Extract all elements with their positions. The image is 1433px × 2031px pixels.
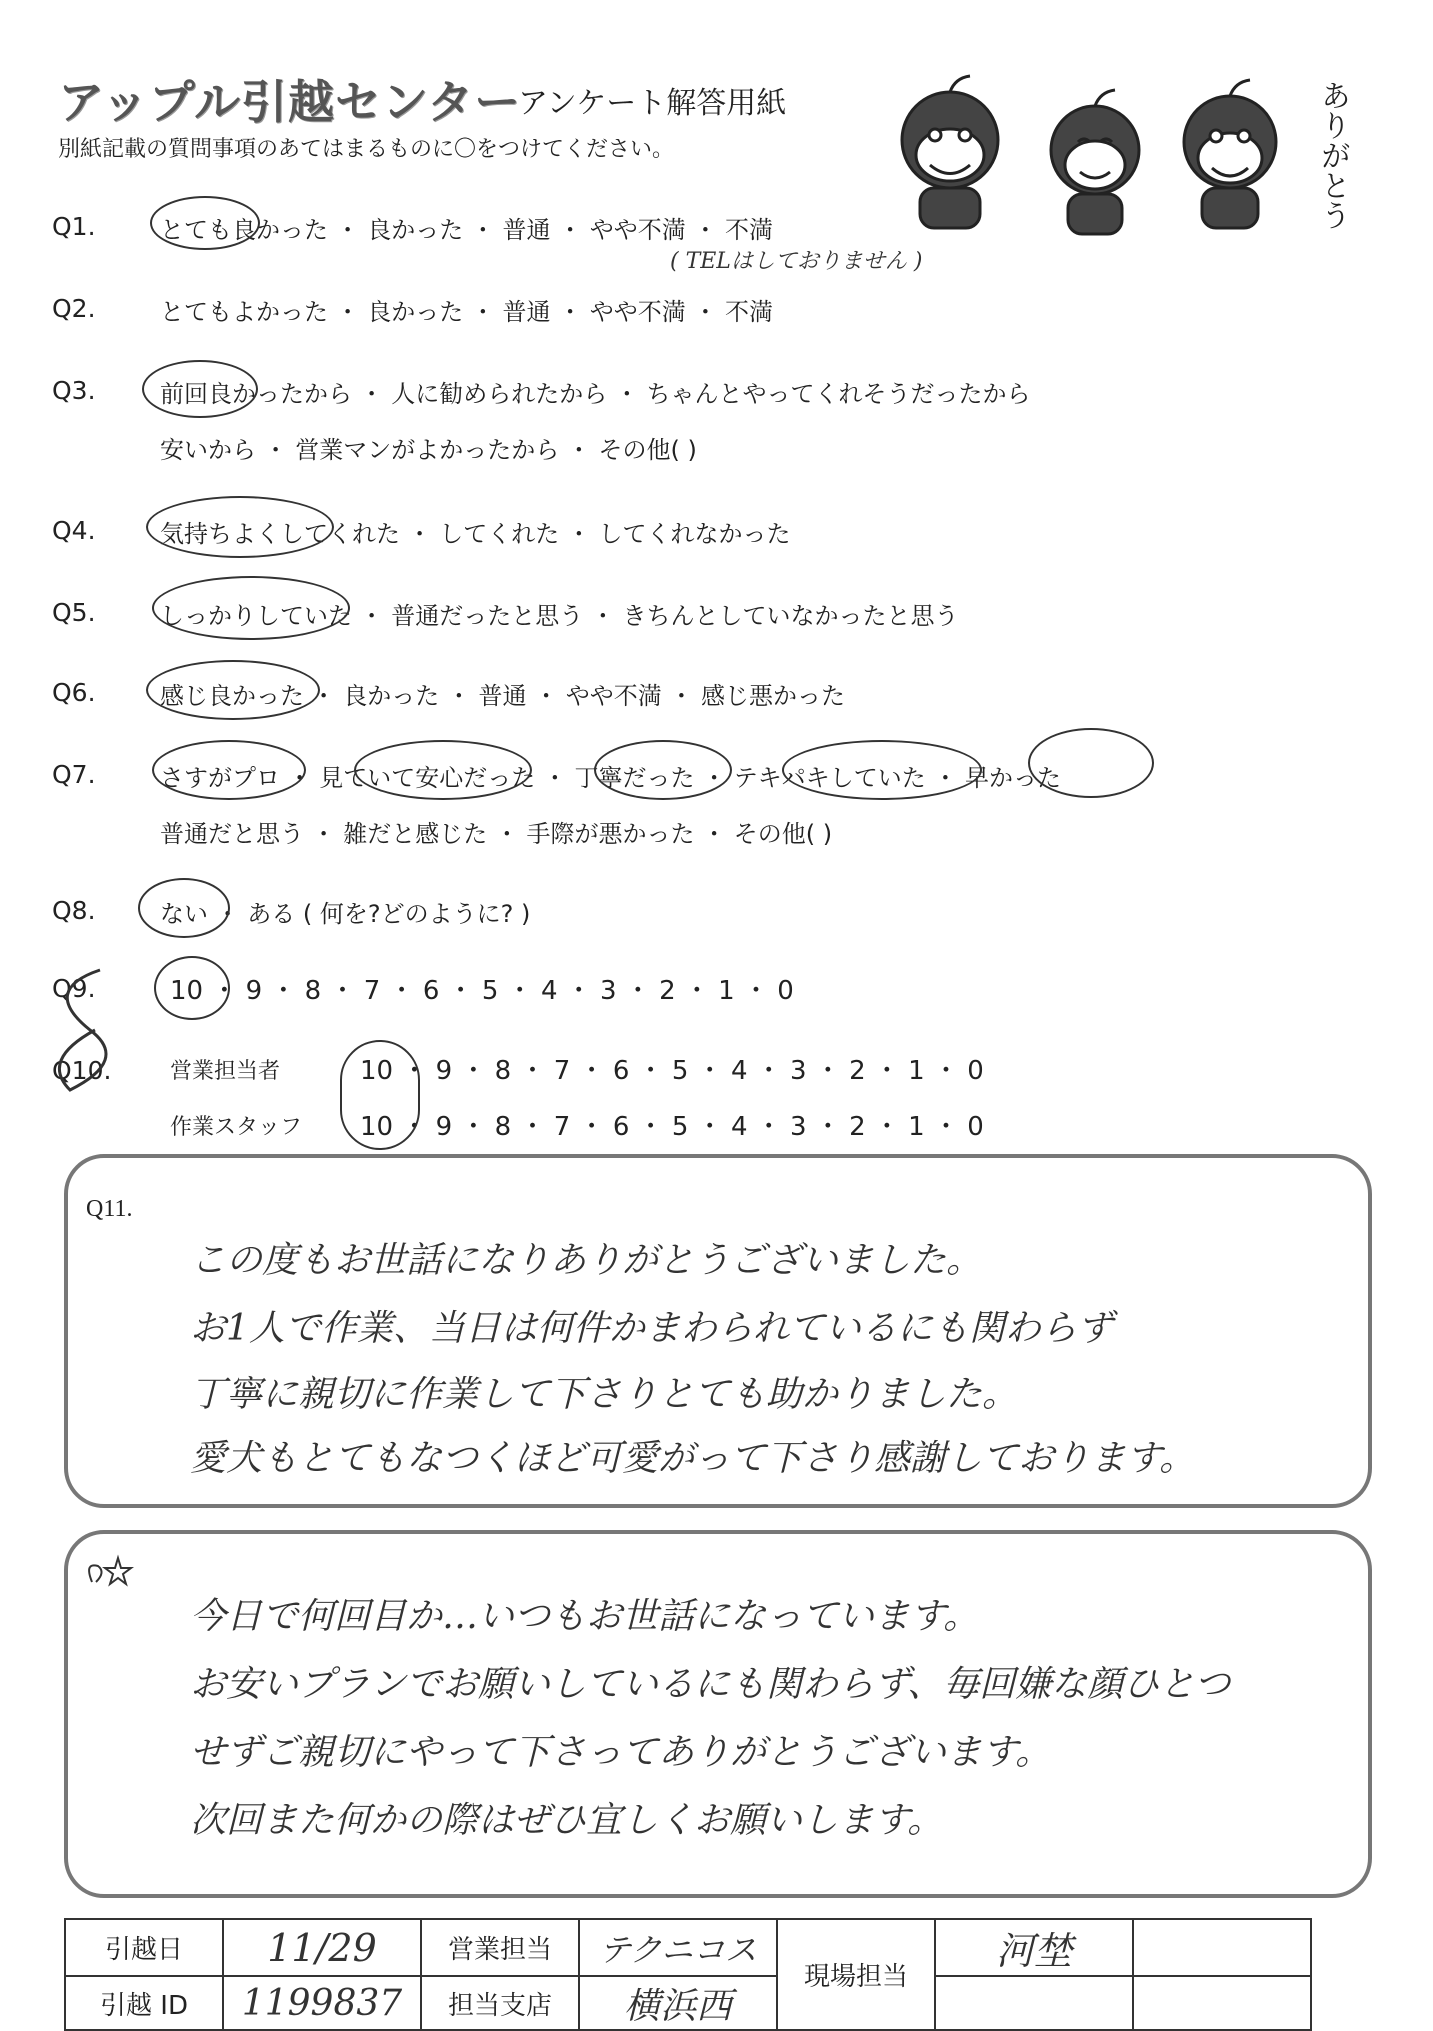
q6-answer-circle	[146, 660, 320, 720]
q7-answer-circle-5	[1028, 728, 1154, 798]
move-date-label: 引越日	[65, 1919, 223, 1976]
comment2-line-4: 次回また何かの際はぜひ宜しくお願いします。	[190, 1800, 944, 1841]
move-id-value: 1199837	[223, 1976, 421, 2030]
q10-answer-circle	[340, 1040, 420, 1150]
footer-table	[64, 1918, 1312, 2031]
q7-answer-circle-4	[782, 740, 982, 800]
q1-label: Q1.	[52, 212, 96, 241]
q1-answer-circle	[150, 196, 260, 250]
site-value: 河埜	[935, 1919, 1133, 1976]
mascot-1-icon	[902, 76, 998, 228]
q4-options: 気持ちよくしてくれた ・ してくれた ・ してくれなかった	[160, 520, 791, 548]
mascot-3-icon	[1184, 80, 1276, 228]
q8-answer-circle	[138, 878, 230, 938]
q10-sales-role: 営業担当者	[170, 1059, 281, 1084]
q1-note: ( TELはしておりません )	[670, 249, 923, 274]
move-id-label: 引越 ID	[65, 1976, 223, 2030]
comment2-line-1: 今日で何回目か…いつもお世話になっています。	[190, 1596, 980, 1637]
q11-line-4: 愛犬もとてもなつくほど可愛がって下さり感謝しております。	[190, 1438, 1196, 1479]
brand-name: アップル引越センター	[58, 75, 522, 129]
handwritten-mark-icon	[20, 960, 140, 1110]
q11-line-1: この度もお世話になりありがとうございました。	[190, 1240, 983, 1281]
q10-staff-scale: 10 ・ 9 ・ 8 ・ 7 ・ 6 ・ 5 ・ 4 ・ 3 ・ 2 ・ 1 ・ 0	[360, 1112, 984, 1142]
q7-answer-circle-1	[152, 740, 306, 800]
q3-label: Q3.	[52, 376, 96, 405]
q3-answer-circle	[142, 360, 258, 418]
sales-value: テクニコス	[579, 1919, 777, 1976]
q7-options-line1: さすがプロ ・ 見ていて安心だった ・ 丁寧だった ・ テキパキしていた ・ 早かった	[160, 764, 1062, 792]
q9-scale: 10 ・ 9 ・ 8 ・ 7 ・ 6 ・ 5 ・ 4 ・ 3 ・ 2 ・ 1 ・ 0	[170, 976, 794, 1006]
branch-label: 担当支店	[421, 1976, 579, 2030]
q11-line-2: お1人で作業、当日は何件かまわられているにも関わらず	[190, 1308, 1113, 1349]
site-label: 現場担当	[777, 1919, 935, 2030]
q7-answer-circle-3	[594, 740, 732, 800]
q7-label: Q7.	[52, 760, 96, 789]
star-icon	[84, 1552, 134, 1592]
instruction-text: 別紙記載の質問事項のあてはまるものに〇をつけてください。	[58, 137, 675, 162]
q4-answer-circle	[146, 496, 334, 558]
empty-cell-top	[1133, 1919, 1311, 1976]
q1-options: とても良かった ・ 良かった ・ 普通 ・ やや不満 ・ 不満	[160, 216, 774, 244]
q9-label: Q9.	[52, 974, 96, 1003]
q8-label: Q8.	[52, 896, 96, 925]
comment2-line-3: せずご親切にやって下さってありがとうございます。	[190, 1732, 1052, 1773]
q4-label: Q4.	[52, 516, 96, 545]
branch-value: 横浜西	[579, 1976, 777, 2030]
sales-label: 営業担当	[421, 1919, 579, 1976]
form-title: アンケート解答用紙	[518, 86, 787, 121]
q10-label: Q10.	[52, 1056, 112, 1085]
move-date-value: 11/29	[223, 1919, 421, 1976]
thanks-text: ありがとう	[1315, 80, 1350, 230]
empty-cell-bottom-1	[935, 1976, 1133, 2030]
q2-label: Q2.	[52, 294, 96, 323]
q5-label: Q5.	[52, 598, 96, 627]
q11-label: Q11.	[86, 1196, 133, 1222]
q7-options-line2: 普通だと思う ・ 雑だと感じた ・ 手際が悪かった ・ その他( )	[160, 820, 833, 848]
q8-options: ない ・ ある ( 何を?どのように? )	[160, 900, 531, 928]
q5-options: しっかりしていた ・ 普通だったと思う ・ きちんとしていなかったと思う	[160, 602, 959, 630]
q6-options: 感じ良かった ・ 良かった ・ 普通 ・ やや不満 ・ 感じ悪かった	[160, 682, 846, 710]
mascot-2-icon	[1051, 90, 1139, 234]
q11-line-3: 丁寧に親切に作業して下さりとても助かりました。	[190, 1374, 1019, 1415]
q10-staff-role: 作業スタッフ	[170, 1115, 303, 1140]
q9-answer-circle	[154, 956, 230, 1020]
q3-options-line2: 安いから ・ 営業マンがよかったから ・ その他( )	[160, 436, 697, 464]
q7-answer-circle-2	[354, 740, 532, 800]
q10-sales-scale: 10 ・ 9 ・ 8 ・ 7 ・ 6 ・ 5 ・ 4 ・ 3 ・ 2 ・ 1 ・ 0	[360, 1056, 984, 1086]
mascot-illustration	[880, 70, 1340, 250]
q6-label: Q6.	[52, 678, 96, 707]
q5-answer-circle	[152, 576, 350, 640]
q2-options: とてもよかった ・ 良かった ・ 普通 ・ やや不満 ・ 不満	[160, 298, 774, 326]
q3-options-line1: 前回良かったから ・ 人に勧められたから ・ ちゃんとやってくれそうだったから	[160, 380, 1031, 408]
comment2-line-2: お安いプランでお願いしているにも関わらず、毎回嫌な顔ひとつ	[190, 1664, 1231, 1705]
empty-cell-bottom-2	[1133, 1976, 1311, 2030]
